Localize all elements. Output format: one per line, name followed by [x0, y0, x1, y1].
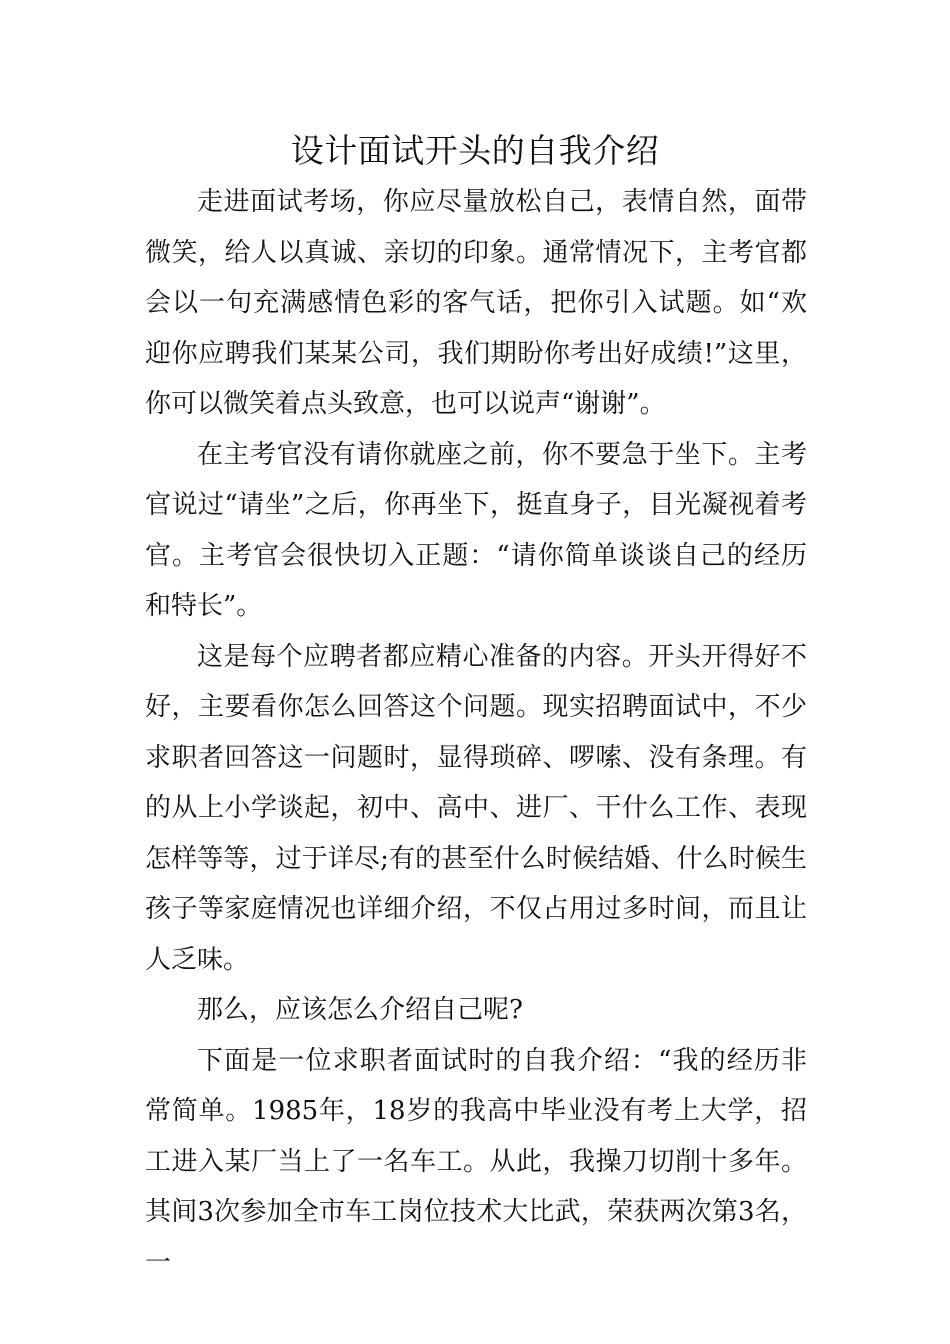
paragraph-1: 走进面试考场，你应尽量放松自己，表情自然，面带微笑，给人以真诚、亲切的印象。通常情况下，主考官都会以一句充满感情色彩的客气话，把你引入试题。如“欢迎你应聘我们某某公司，我们期盼你考出好成绩!”这里，你可以微笑着点头致意，也可以说声“谢谢”。 [145, 187, 807, 419]
document-title: 设计面试开头的自我介绍 [290, 131, 660, 170]
paragraph-5: 下面是一位求职者面试时的自我介绍：“我的经历非常简单。1985年，18岁的我高中毕业没有考上大学，招工进入某厂当上了一名车工。从此，我操刀切削十多年。其间3次参加全市车工岗位技术大比武，荣获两次第3名，一 [145, 1045, 807, 1278]
paragraph-3: 这是每个应聘者都应精心准备的内容。开头开得好不好，主要看你怎么回答这个问题。现实招聘面试中，不少求职者回答这一问题时，显得琐碎、啰嗦、没有条理。有的从上小学谈起，初中、高中、进厂、干什么工作、表现怎样等等，过于详尽;有的甚至什么时候结婚、什么时候生孩子等家庭情况也详细介绍，不仅占用过多时间，而且让人乏味。 [145, 641, 807, 975]
paragraph-4: 那么，应该怎么介绍自己呢? [197, 995, 523, 1025]
document-body [145, 177, 807, 1288]
paragraph-2: 在主考官没有请你就座之前，你不要急于坐下。主考官说过“请坐”之后，你再坐下，挺直身子，目光凝视着考官。主考官会很快切入正题：“请你简单谈谈自己的经历和特长”。 [145, 439, 807, 621]
